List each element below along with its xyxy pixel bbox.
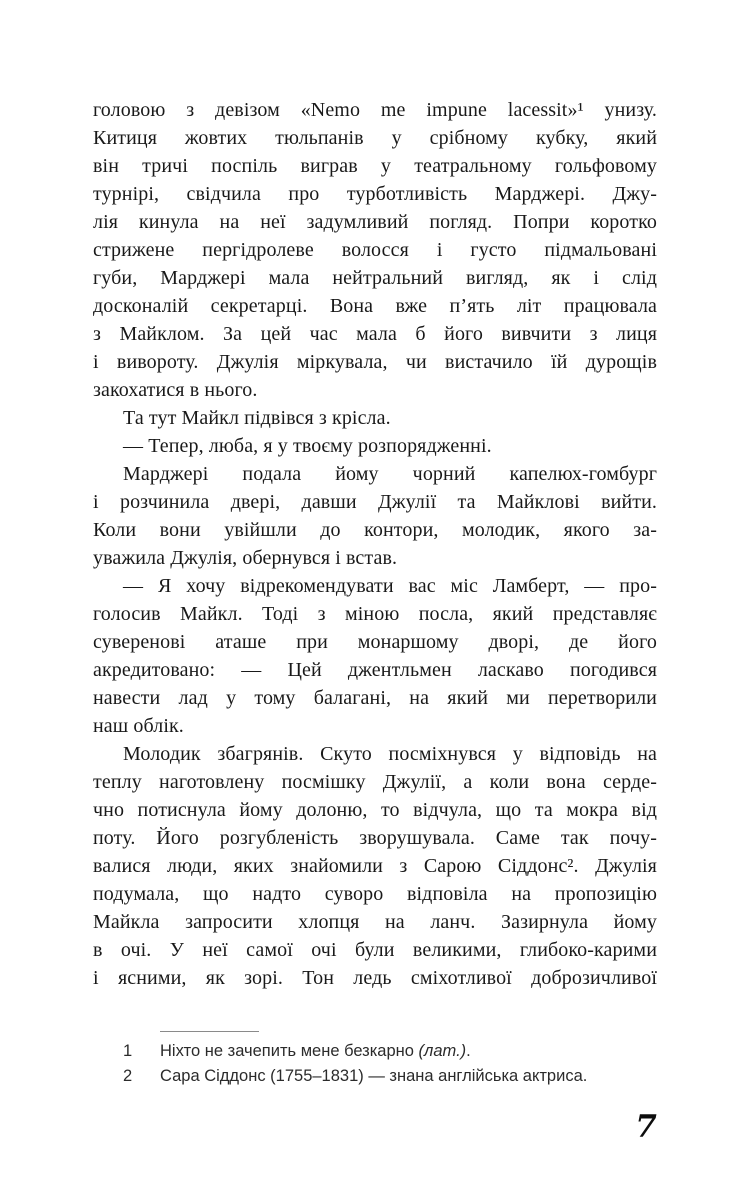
text-line: чно потиснула йому долоню, то відчула, що та мокра від [93,799,657,821]
footnote-item [123,1064,668,1089]
page-number: 7 [635,1109,657,1145]
footnote-divider [160,1031,259,1032]
text-line: губи, Марджері мала нейтральний вигляд, як і слід [93,267,657,289]
footnote-item [123,1039,668,1064]
text-line: і ясними, як зорі. Тон ледь сміхотливої доброзичливої [93,967,657,989]
text-line: — Тепер, люба, я у твоєму розпорядженні. [123,435,492,457]
text-line: досконалій секретарці. Вона вже п’ять літ працювала [93,295,657,317]
footnote-text [160,1039,668,1064]
footnote-text-segment: Сара Сіддонс (1755–1831) — знана англійська актриса. [160,1067,588,1085]
footnote-text [160,1064,668,1089]
text-line: суверенові аташе при монаршому дворі, де його [93,631,657,653]
body-text [93,96,657,992]
text-line: і розчинила двері, давши Джулії та Майклові вийти. [93,491,657,513]
text-line: закохатися в нього. [93,379,258,401]
text-line: Та тут Майкл підвівся з крісла. [123,407,391,429]
text-line: турнірі, свідчила про турботливість Марджері. Джу- [93,183,657,205]
footnotes [123,1039,668,1089]
footnote-text-segment: Ніхто не зачепить мене безкарно [160,1042,419,1060]
text-line: валися люди, яких знайомили з Сарою Сіддонс². Джулія [93,855,657,877]
footnote-text-italic: (лат.) [418,1042,467,1060]
text-line: головою з девізом «Nemo me impune lacessit»¹ унизу. [93,99,657,121]
footnote-number: 2 [123,1067,133,1085]
text-line: подумала, що надто суворо відповіла на пропозицію [93,883,657,905]
text-line: теплу наготовлену посмішку Джулії, а коли вона серде- [93,771,657,793]
text-line: уважила Джулія, обернувся і встав. [93,547,398,569]
text-line: голосив Майкл. Тоді з міною посла, який представляє [93,603,657,625]
text-line: поту. Його розгубленість зворушувала. Саме так почу- [93,827,657,849]
text-line: він тричі поспіль виграв у театральному гольфовому [93,155,657,177]
text-line: акредитовано: — Цей джентльмен ласкаво погодився [93,659,657,681]
text-line: і вивороту. Джулія міркувала, чи вистачило їй дурощів [93,351,657,373]
text-line: лія кинула на неї задумливий погляд. Попри коротко [93,211,657,233]
text-line: Майкла запросити хлопця на ланч. Зазирнула йому [93,911,657,933]
text-line: Марджері подала йому чорний капелюх-гомбург [123,463,657,485]
text-line: Китиця жовтих тюльпанів у срібному кубку, який [93,127,657,149]
footnote-text-segment: . [466,1042,471,1060]
text-line: в очі. У неї самої очі були великими, глибоко-карими [93,939,657,961]
text-line: Коли вони увійшли до контори, молодик, якого за- [93,519,657,541]
text-line: з Майклом. За цей час мала б його вивчити з лиця [93,323,657,345]
text-line: стрижене пергідролеве волосся і густо підмальовані [93,239,657,261]
text-line: навести лад у тому балагані, на який ми перетворили [93,687,657,709]
text-line: Молодик збагрянів. Скуто посміхнувся у відповідь на [123,743,657,765]
footnote-number: 1 [123,1042,133,1060]
text-line: — Я хочу відрекомендувати вас міс Ламберт, — про- [123,575,657,597]
text-line: наш облік. [93,715,184,737]
